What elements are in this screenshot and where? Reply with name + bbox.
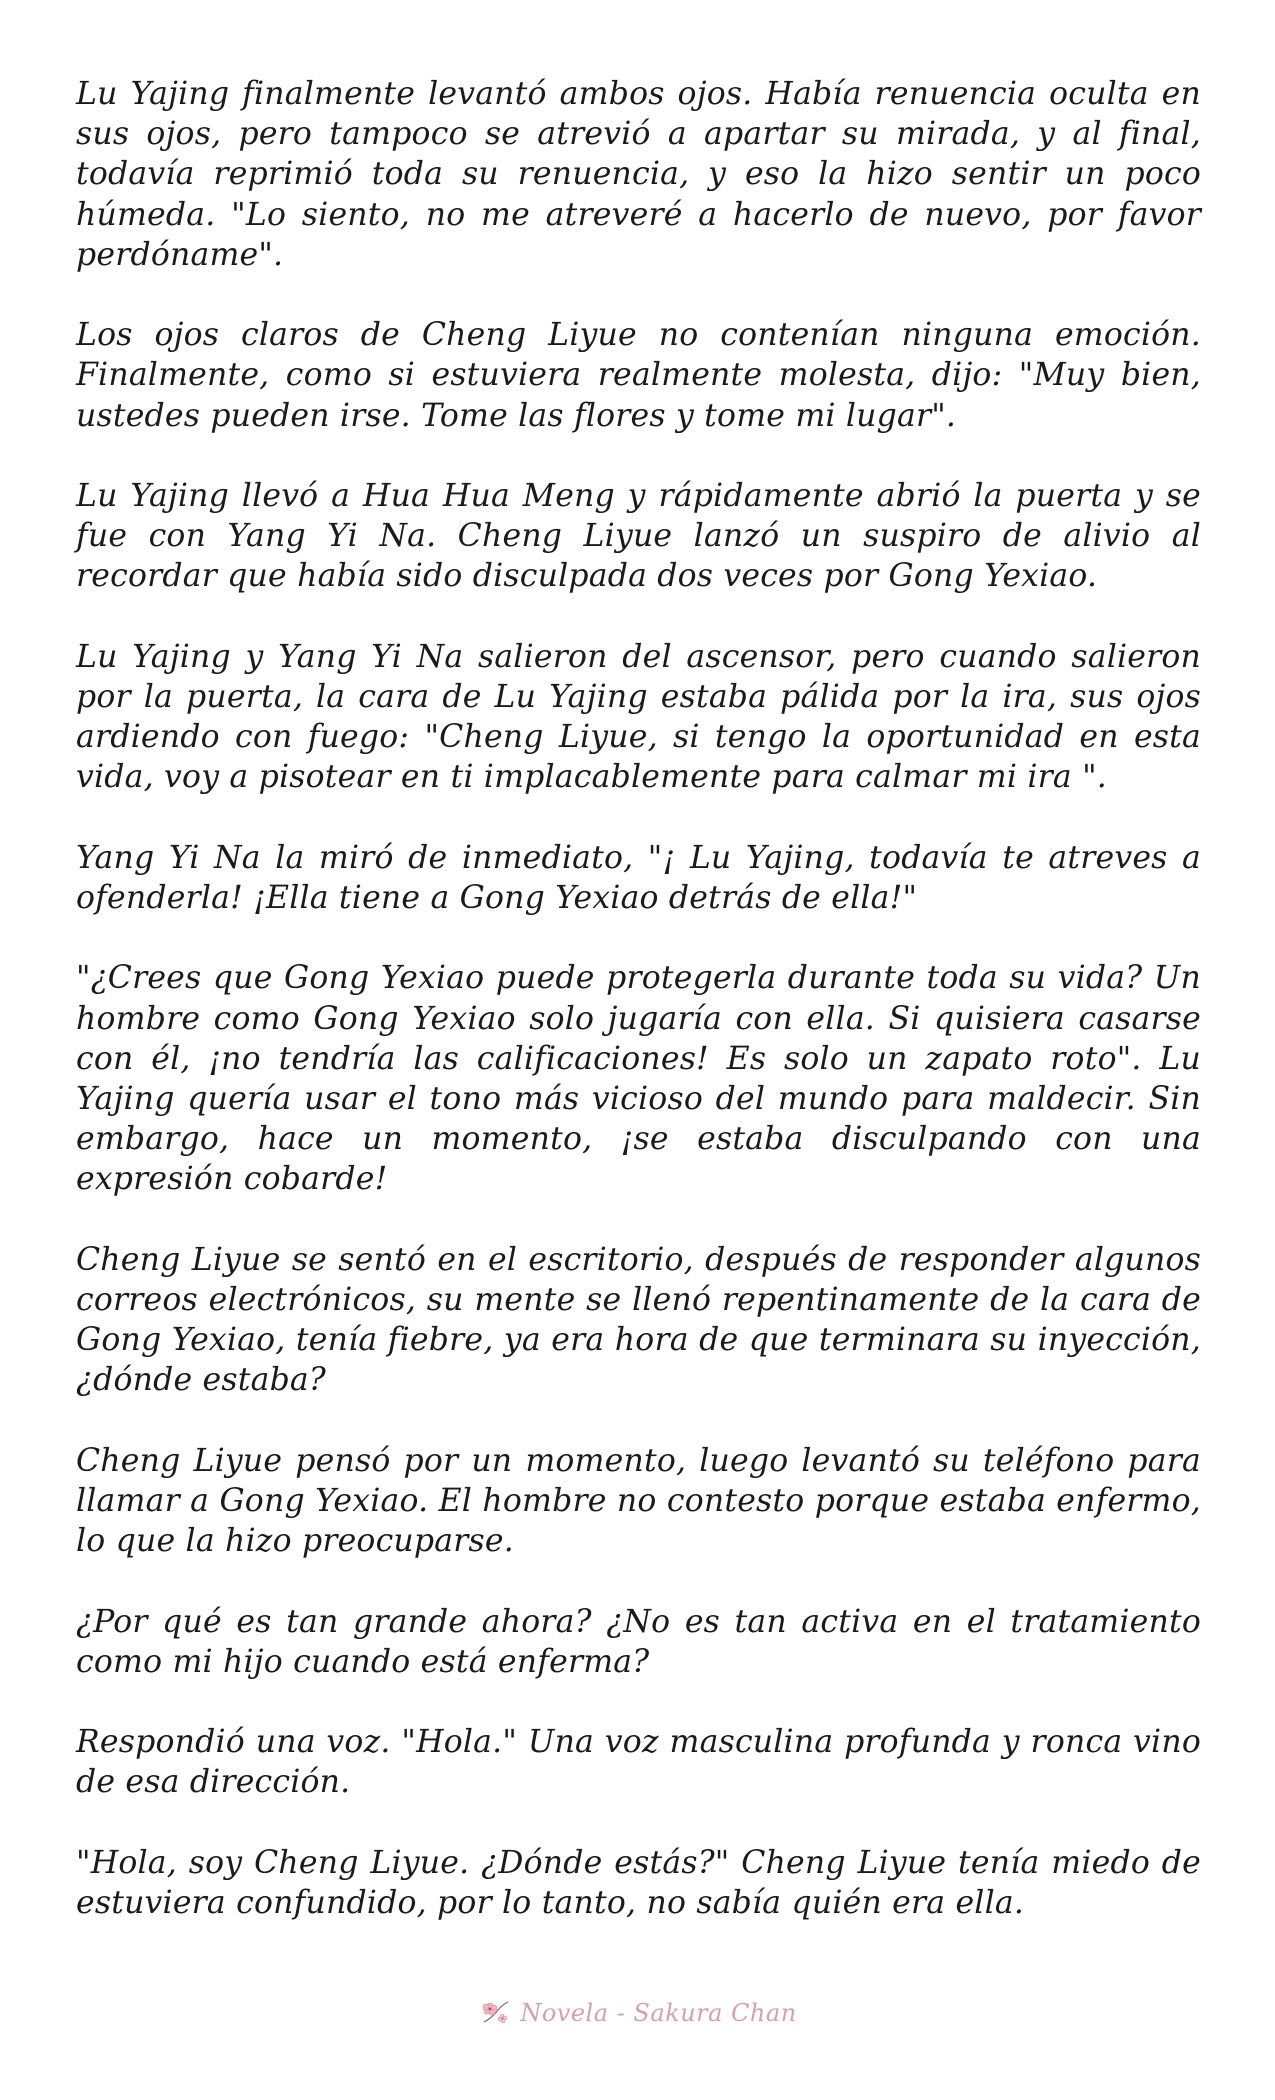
paragraph-7: Cheng Liyue se sentó en el escritorio, después de responder algunos correos electrónicos, su mente se llenó repentinamente de la cara de Gong Yexiao, tenía fiebre, ya era hora de que terminara su inyección, ¿dónde estaba? — [76, 1241, 1201, 1399]
paragraph-9: ¿Por qué es tan grande ahora? ¿No es tan activa en el tratamiento como mi hijo cuando está enferma? — [76, 1603, 1201, 1680]
paragraph-2: Los ojos claros de Cheng Liyue no contenían ninguna emoción. Finalmente, como si estuviera realmente molesta, dijo: "Muy bien, ustedes pueden irse. Tome las flores y tome mi lugar". — [76, 317, 1201, 434]
paragraph-1: Lu Yajing finalmente levantó ambos ojos. Había renuencia oculta en sus ojos, pero tampoco se atrevió a apartar su mirada, y al final, todavía reprimió toda su renuencia, y eso la hizo sentir un poco húmeda. "Lo siento, no me atreveré a hacerlo de nuevo, por favor perdóname". — [76, 76, 1201, 273]
footer-inner — [478, 1996, 796, 2030]
paragraph-5: Yang Yi Na la miró de inmediato, "¡ Lu Yajing, todavía te atreves a ofenderla! ¡Ella tiene a Gong Yexiao detrás de ella!" — [76, 839, 1201, 916]
paragraph-3: Lu Yajing llevó a Hua Hua Meng y rápidamente abrió la puerta y se fue con Yang Yi Na. Cheng Liyue lanzó un suspiro de alivio al recordar que había sido disculpada dos veces por Gong Yexiao. — [76, 478, 1201, 595]
paragraph-11: "Hola, soy Cheng Liyue. ¿Dónde estás?" Cheng Liyue tenía miedo de estuviera confundido, por lo tanto, no sabía quién era ella. — [76, 1844, 1201, 1921]
paragraph-10: Respondió una voz. "Hola." Una voz masculina profunda y ronca vino de esa dirección. — [76, 1724, 1201, 1801]
paragraph-6: "¿Crees que Gong Yexiao puede protegerla durante toda su vida? Un hombre como Gong Yexiao solo jugaría con ella. Si quisiera casarse con él, ¡no tendría las calificaciones! Es solo un zapato roto". Lu Yajing quería usar el tono más vicioso del mundo para maldecir. Sin embargo, hace un momento, ¡se estaba disculpando con una expresión cobarde! — [76, 960, 1201, 1198]
footer-text: Novela - Sakura Chan — [520, 1999, 797, 2027]
paragraph-4: Lu Yajing y Yang Yi Na salieron del ascensor, pero cuando salieron por la puerta, la cara de Lu Yajing estaba pálida por la ira, sus ojos ardiendo con fuego: "Cheng Liyue, si tengo la oportunidad en esta vida, voy a pisotear en ti implacablemente para calmar mi ira ". — [76, 638, 1201, 796]
document-body — [76, 74, 1201, 1923]
sakura-flower-icon — [478, 1996, 512, 2030]
paragraph-8: Cheng Liyue pensó por un momento, luego levantó su teléfono para llamar a Gong Yexiao. El hombre no contesto porque estaba enfermo, lo que la hizo preocuparse. — [76, 1442, 1201, 1560]
footer-watermark — [0, 1996, 1275, 2034]
